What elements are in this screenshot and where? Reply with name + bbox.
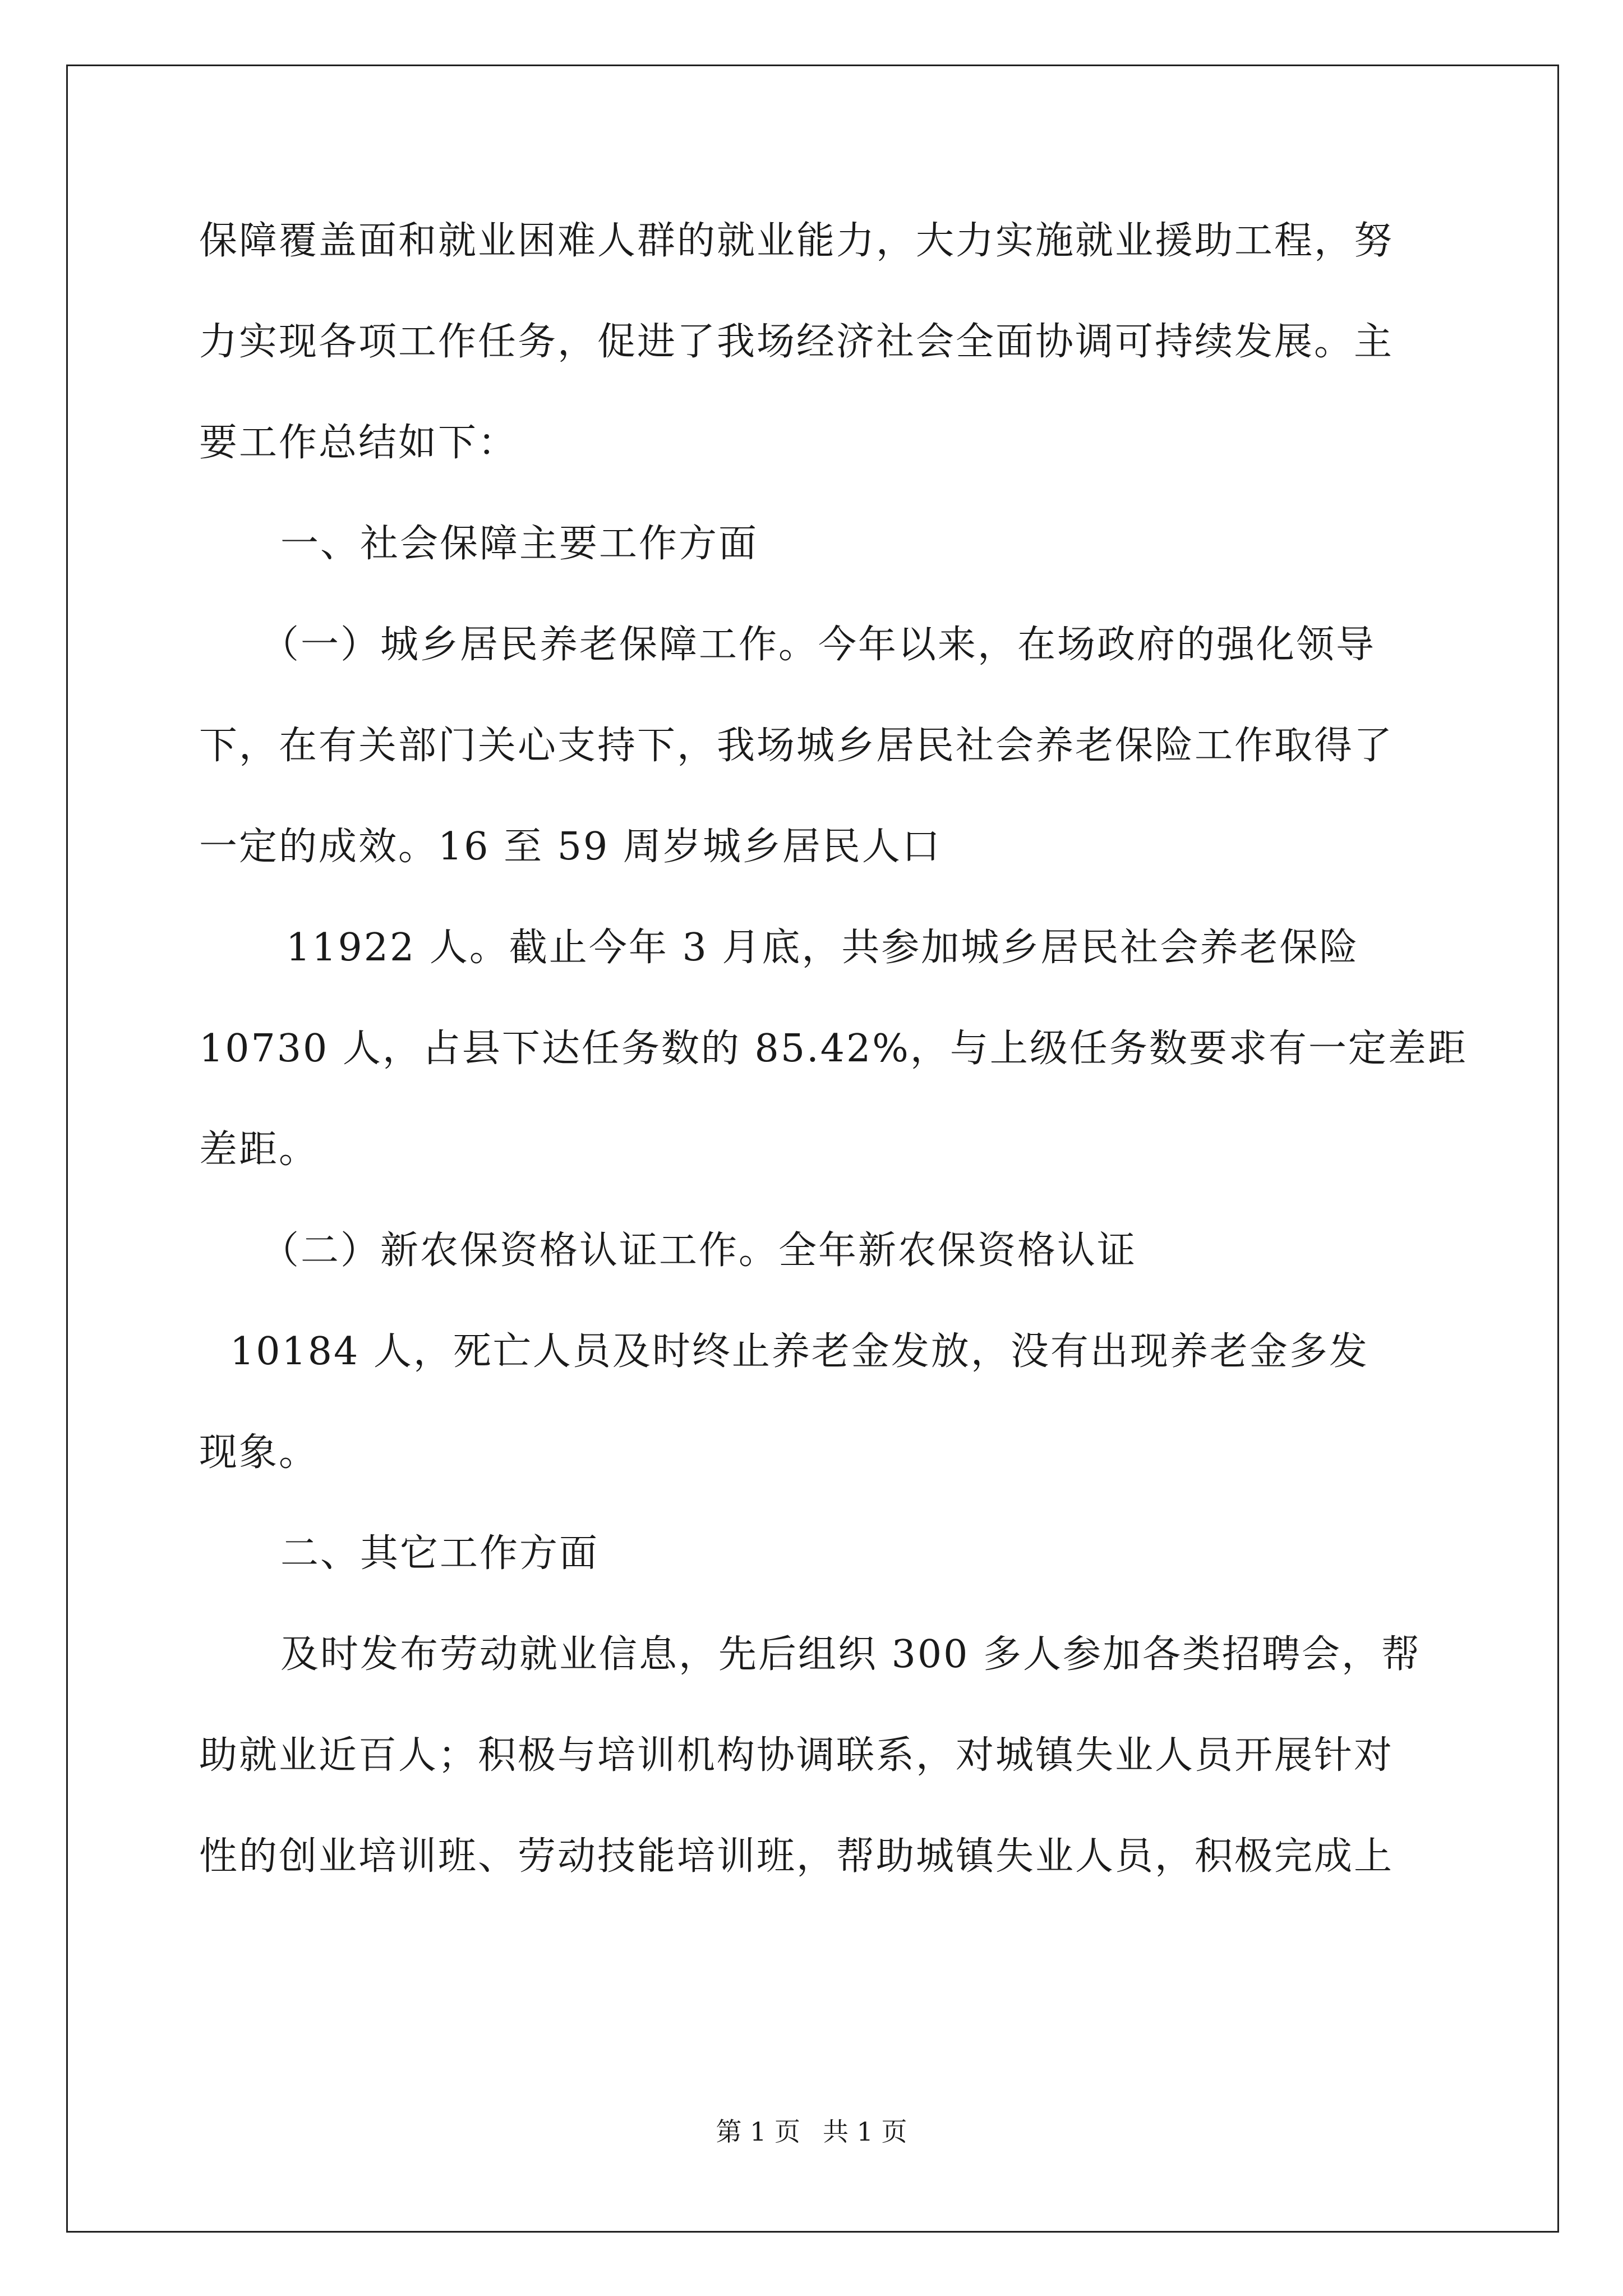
text-line: 一定的成效。16 至 59 周岁城乡居民人口 <box>199 825 942 869</box>
text-line: 差距。 <box>199 1128 319 1172</box>
text-line: 下，在有关部门关心支持下，我场城乡居民社会养老保险工作取得了 <box>199 724 1394 768</box>
page-footer <box>0 2115 1623 2148</box>
section-heading: 二、其它工作方面 <box>280 1531 600 1576</box>
text-line: 性的创业培训班、劳动技能培训班，帮助城镇失业人员，积极完成上 <box>199 1834 1394 1879</box>
text-line: 及时发布劳动就业信息，先后组织 300 多人参加各类招聘会，帮 <box>280 1632 1422 1677</box>
subsection-heading: （一）城乡居民养老保障工作。今年以来，在场政府的强化领导 <box>261 623 1376 667</box>
text-line: 保障覆盖面和就业困难人群的就业能力，大力实施就业援助工程，努 <box>199 219 1394 263</box>
text-line: 助就业近百人；积极与培训机构协调联系，对城镇失业人员开展针对 <box>199 1733 1394 1778</box>
text-line: 11922 人。截止今年 3 月底，共参加城乡居民社会养老保险 <box>286 926 1359 970</box>
section-heading: 一、社会保障主要工作方面 <box>280 522 759 566</box>
text-line: 现象。 <box>199 1430 319 1475</box>
text-line: 要工作总结如下： <box>199 421 518 465</box>
subsection-heading: （二）新农保资格认证工作。全年新农保资格认证 <box>261 1228 1137 1273</box>
text-line: 力实现各项工作任务，促进了我场经济社会全面协调可持续发展。主 <box>199 320 1394 364</box>
text-line: 10184 人，死亡人员及时终止养老金发放，没有出现养老金多发 <box>230 1329 1369 1374</box>
page-total: 共 1 页 <box>823 2116 907 2147</box>
text-line: 10730 人，占县下达任务数的 85.42%，与上级任务数要求有一定差距 <box>199 1027 1468 1071</box>
page-number: 第 1 页 <box>716 2116 800 2147</box>
